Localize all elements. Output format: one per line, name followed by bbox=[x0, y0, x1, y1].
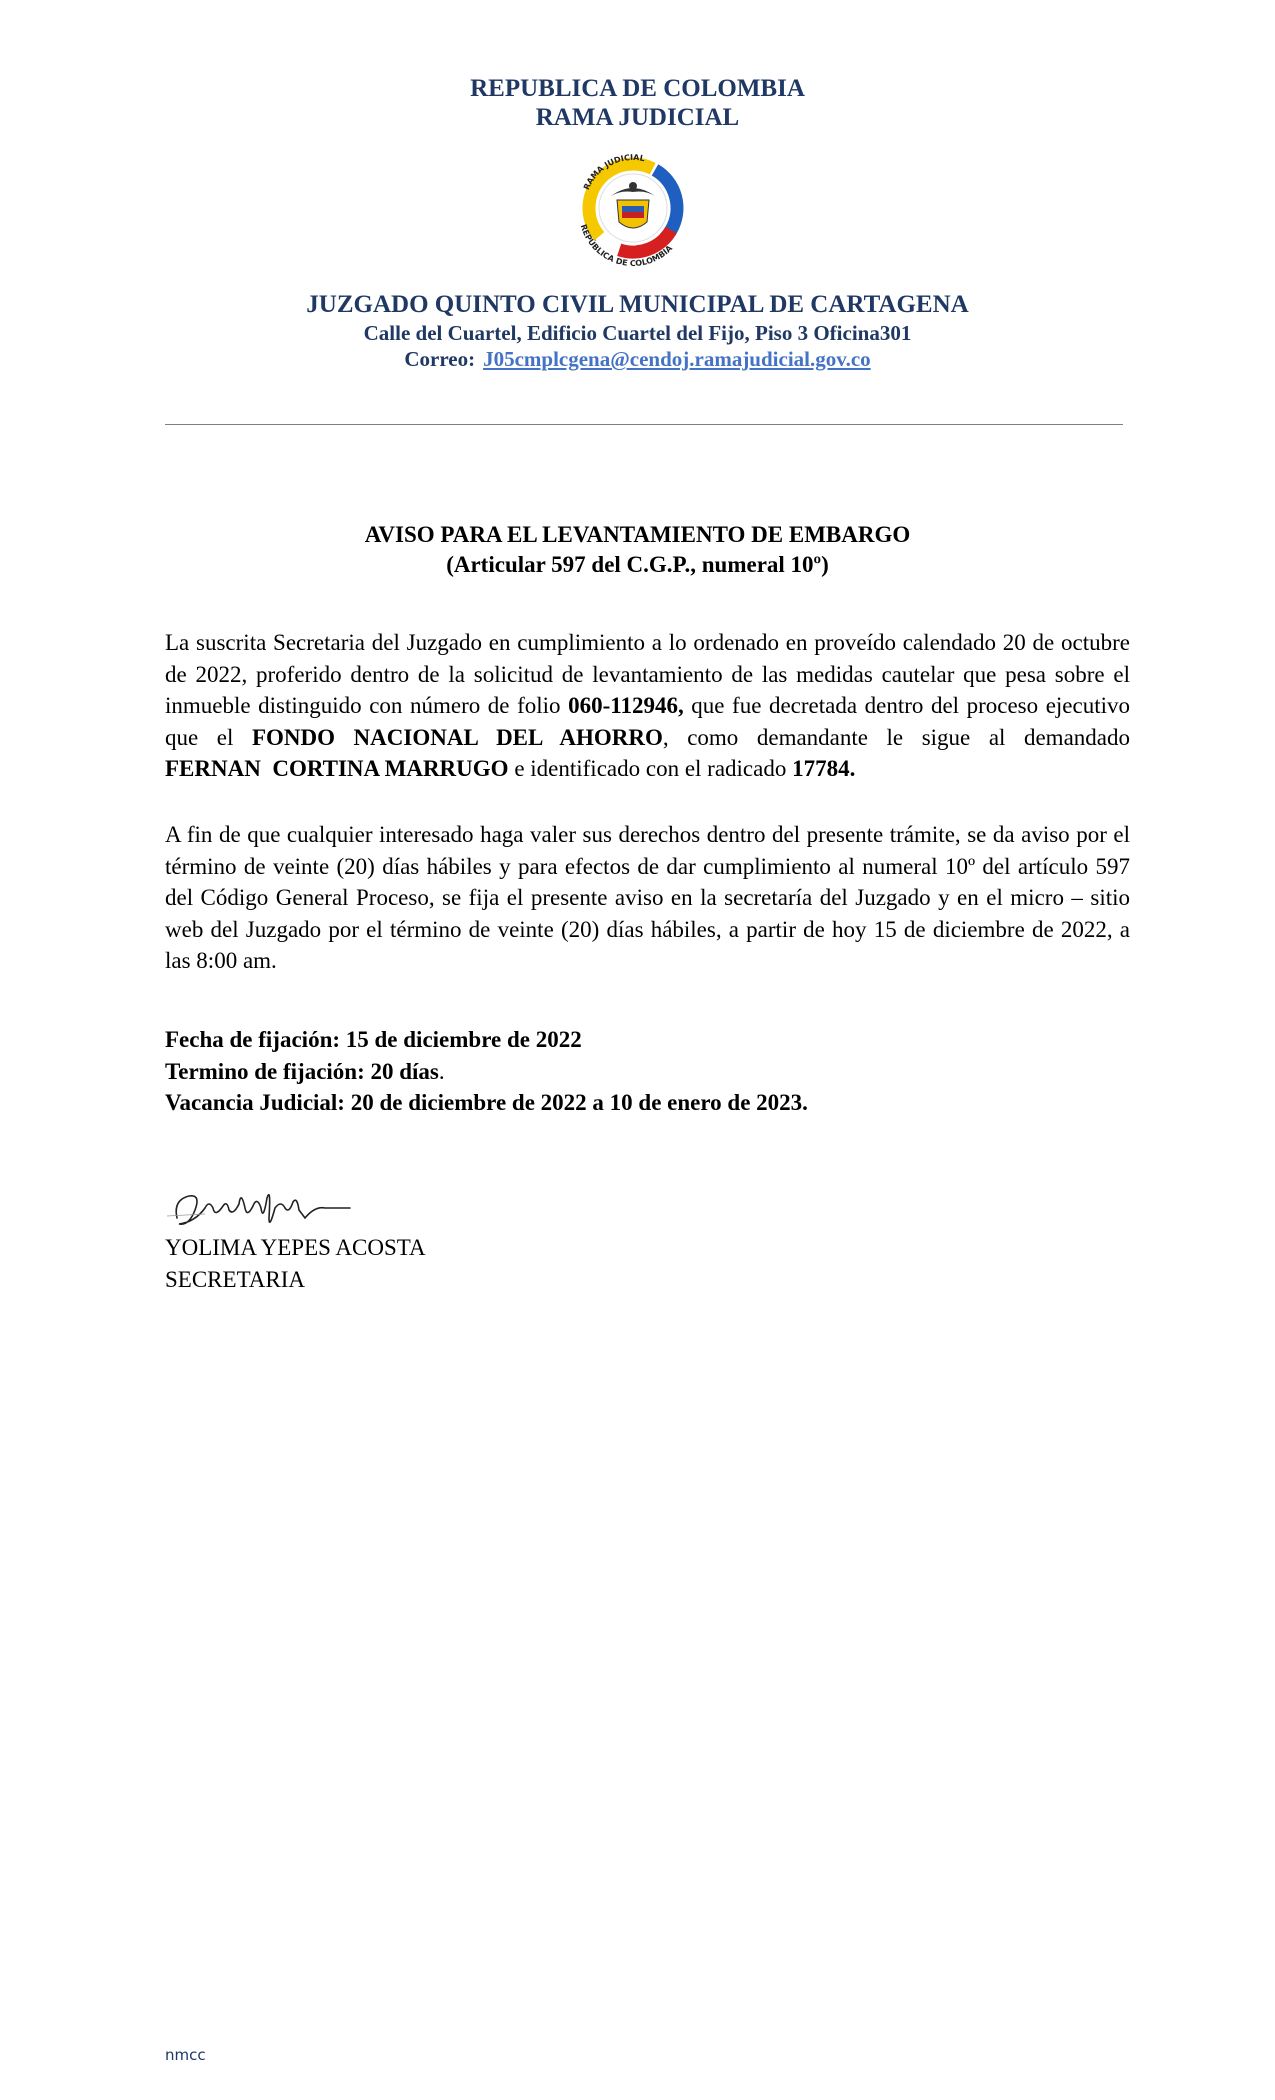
judicial-vacation: Vacancia Judicial: 20 de diciembre de 2022 a 10 de enero de 2023. bbox=[165, 1090, 808, 1115]
header-divider bbox=[165, 424, 1123, 425]
signer-block bbox=[165, 1232, 426, 1295]
plaintiff-name: FONDO NACIONAL DEL AHORRO bbox=[251, 724, 663, 750]
seal-top-text: RAMA JUDICIAL bbox=[581, 152, 646, 192]
fixing-date: Fecha de fijación: 15 de diciembre de 2022 bbox=[165, 1027, 582, 1052]
document-header bbox=[0, 74, 1275, 132]
branch-heading: RAMA JUDICIAL bbox=[535, 104, 740, 131]
court-address: Calle del Cuartel, Edificio Cuartel del Fijo, Piso 3 Oficina301 bbox=[363, 321, 912, 345]
court-block bbox=[0, 290, 1275, 372]
footer-initials: nmcc bbox=[165, 2046, 206, 2064]
email-label: Correo: bbox=[404, 347, 476, 371]
notice-title-line2: (Articular 597 del C.G.P., numeral 10º) bbox=[446, 552, 829, 577]
paragraph-2: A fin de que cualquier interesado haga valer sus derechos dentro del presente trámite, se da aviso por el término de veinte (20) días hábiles y para efectos de dar cumplimiento al numeral 10º del artículo 597 del Código General Proceso, se fija el presente aviso en la secretaría del Juzgado y en el micro – sitio web del Juzgado por el término de veinte (20) días hábiles, a partir de hoy 15 de diciembre de 2022, a las 8:00 am. bbox=[165, 822, 1130, 973]
para1-text-2: que fue decretada dentro del proceso ejecutivo que el bbox=[165, 693, 1130, 750]
notice-title-line1: AVISO PARA EL LEVANTAMIENTO DE EMBARGO bbox=[364, 522, 911, 547]
radicado-number: 17784. bbox=[792, 756, 856, 781]
para1-text-1: La suscrita Secretaria del Juzgado en cumplimiento a lo ordenado en proveído calendado 20 de octubre de 2022, proferido dentro de la solicitud de levantamiento de las medidas cautelar que pesa sobre el inmueble distinguido con número de folio bbox=[165, 630, 1130, 718]
paragraph-1 bbox=[165, 627, 1130, 785]
email-link[interactable]: J05cmplcgena@cendoj.ramajudicial.gov.co bbox=[483, 347, 871, 371]
para1-text-4: e identificado con el radicado bbox=[508, 756, 793, 781]
signer-name: YOLIMA YEPES ACOSTA bbox=[165, 1235, 426, 1260]
seal-bottom-text: REPÚBLICA DE COLOMBIA bbox=[578, 223, 675, 269]
fixing-term: Termino de fijación: 20 días bbox=[165, 1058, 439, 1084]
court-email-row bbox=[0, 346, 1275, 372]
fixing-term-suffix: . bbox=[438, 1058, 445, 1084]
dates-block bbox=[165, 1024, 808, 1119]
notice-title bbox=[0, 520, 1275, 580]
rama-judicial-seal-logo bbox=[565, 140, 701, 270]
handwritten-signature bbox=[165, 1178, 355, 1240]
para1-text-3: , como demandante le sigue al demandado bbox=[662, 724, 1130, 750]
court-name: JUZGADO QUINTO CIVIL MUNICIPAL DE CARTAGENA bbox=[306, 291, 969, 318]
folio-number: 060-112946, bbox=[568, 693, 684, 718]
country-heading: REPUBLICA DE COLOMBIA bbox=[470, 75, 805, 102]
signer-role: SECRETARIA bbox=[165, 1266, 305, 1292]
defendant-name: FERNAN CORTINA MARRUGO bbox=[165, 756, 509, 781]
